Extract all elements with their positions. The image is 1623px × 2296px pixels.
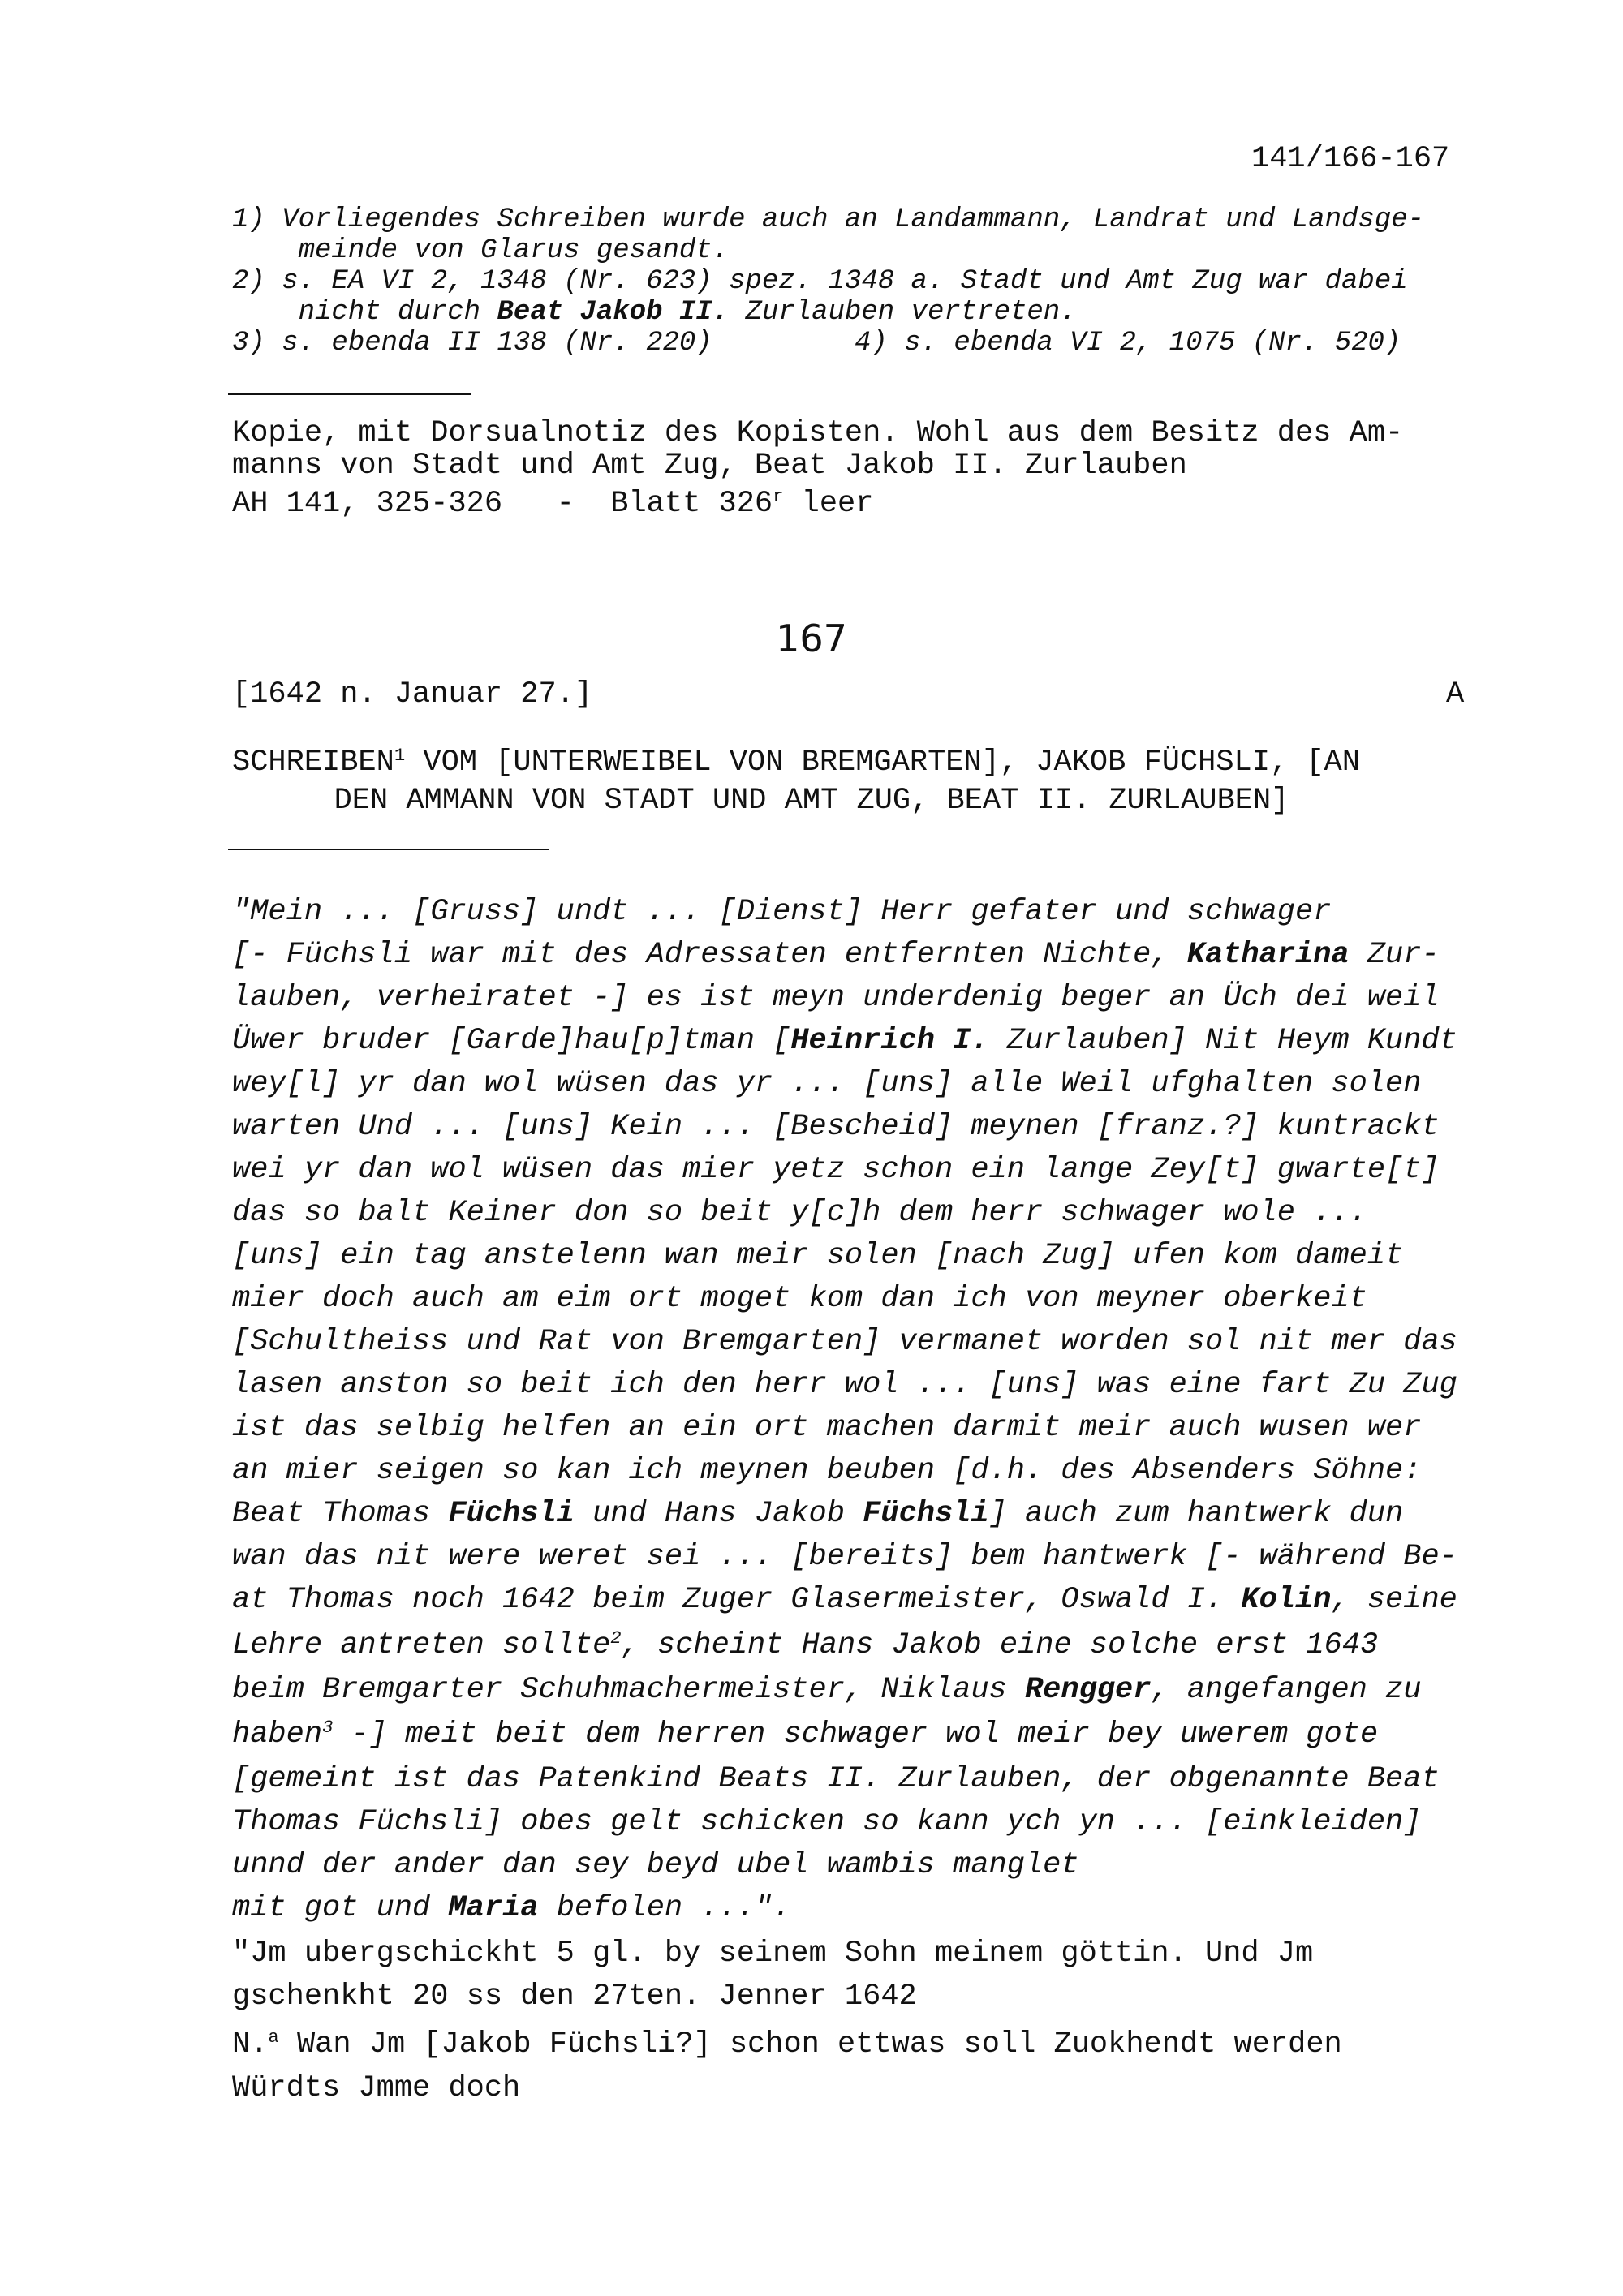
text-line: unnd der ander dan sey beyd ubel wambis manglet (232, 1848, 1079, 1882)
text-span: mit got und (232, 1891, 449, 1925)
note-line: "Jm ubergschickht 5 gl. by seinem Sohn meinem göttin. Und Jm (232, 1937, 1314, 1971)
text-span: , angefangen zu (1151, 1673, 1422, 1707)
provenance-line-2: manns von Stadt und Amt Zug, Beat Jakob II. Zurlauben (232, 449, 1187, 483)
document-title-line-1 (232, 745, 1360, 780)
footnote-2-name: Beat Jakob II. (497, 297, 730, 328)
text-span: Beat Thomas (232, 1497, 449, 1531)
footnote-2-cont (232, 299, 1077, 326)
text-line: Thomas Füchsli] obes gelt schicken so kann ych yn ... [einkleiden] (232, 1805, 1422, 1839)
title-start: SCHREIBEN (232, 746, 394, 780)
text-span: ] auch zum hantwerk dun (988, 1497, 1404, 1531)
footnote-2-text: nicht durch (232, 297, 497, 328)
text-span: befolen ...". (538, 1891, 791, 1925)
provenance-ref: AH 141, 325-326 - Blatt 326 (232, 487, 773, 521)
text-span: -] meit beit dem herren schwager wol meir bey uwerem gote (333, 1718, 1379, 1752)
title-rule (228, 849, 549, 850)
footnote-2-tail: Zurlauben vertreten. (729, 297, 1077, 328)
text-name: Heinrich I. (790, 1024, 989, 1058)
text-name: Füchsli (863, 1497, 989, 1531)
footnote-rule (228, 393, 471, 395)
text-line: "Mein ... [Gruss] undt ... [Dienst] Herr gefater und schwager (232, 895, 1332, 929)
note-line (232, 2027, 1342, 2062)
text-span: Wan Jm [Jakob Füchsli?] schon ettwas soll Zuokhendt werden (278, 2027, 1342, 2062)
text-line: wan das nit were weret sei ... [bereits] bem hantwerk [- während Be- (232, 1540, 1457, 1574)
text-line (232, 1717, 1379, 1752)
text-line: mier doch auch am eim ort moget kom dan ich von meyner oberkeit (232, 1282, 1367, 1316)
text-line: warten Und ... [uns] Kein ... [Bescheid] meynen [franz.?] kuntrackt (232, 1110, 1440, 1144)
text-line (232, 1026, 1457, 1056)
text-span: N. (232, 2027, 269, 2062)
text-name: Kolin (1241, 1583, 1332, 1617)
text-line: [gemeint ist das Patenkind Beats II. Zurlauben, der obgenannte Beat (232, 1762, 1440, 1796)
text-line (232, 1891, 791, 1925)
text-line: [uns] ein tag anstelenn wan meir solen [nach Zug] ufen kom dameit (232, 1239, 1404, 1273)
footnote-2: 2) s. EA VI 2, 1348 (Nr. 623) spez. 1348 a. Stadt und Amt Zug war dabei (232, 266, 1408, 297)
footnote-ref: 2 (610, 1627, 622, 1649)
provenance-sup: r (773, 486, 784, 507)
footnote-1-cont: meinde von Glarus gesandt. (232, 235, 730, 266)
provenance-line-3 (232, 486, 874, 521)
text-span: und Hans Jakob (574, 1497, 863, 1531)
text-span: Üwer bruder [Garde]hau[p]tman [ (232, 1024, 791, 1058)
text-line (232, 1627, 1379, 1662)
text-line: ist das selbig helfen an ein ort machen darmit meir auch wusen wer (232, 1411, 1422, 1445)
document-marker: A (1446, 677, 1465, 712)
text-line: wey[l] yr dan wol wüsen das yr ... [uns] alle Weil ufghalten solen (232, 1067, 1422, 1101)
text-line (232, 1499, 1403, 1529)
text-line (232, 1585, 1457, 1615)
text-line: das so balt Keiner don so beit y[c]h dem herr schwager wole ... (232, 1196, 1367, 1230)
note-line: gschenkht 20 ss den 27ten. Jenner 1642 (232, 1980, 917, 2014)
text-span: haben (232, 1718, 323, 1752)
document-number: 167 (776, 617, 847, 660)
document-date: [1642 n. Januar 27.] (232, 677, 593, 712)
text-span: Zur- (1349, 938, 1440, 972)
text-span: , seine (1331, 1583, 1457, 1617)
note-line: Würdts Jmme doch (232, 2071, 521, 2105)
title-rest: VOM [UNTERWEIBEL VON BREMGARTEN], JAKOB FÜCHSLI, [AN (405, 746, 1360, 780)
text-name: Maria (448, 1891, 539, 1925)
text-line: wei yr dan wol wüsen das mier yetz schon ein lange Zey[t] gwarte[t] (232, 1153, 1440, 1187)
text-line (232, 940, 1440, 970)
provenance-line-1: Kopie, mit Dorsualnotiz des Kopisten. Wohl aus dem Besitz des Am- (232, 416, 1404, 450)
footnote-1: 1) Vorliegendes Schreiben wurde auch an Landammann, Landrat und Landsge- (232, 204, 1425, 235)
text-name: Füchsli (448, 1497, 575, 1531)
note-sup: a (268, 2027, 279, 2048)
footnote-ref: 3 (322, 1717, 334, 1738)
text-span: [- Füchsli war mit des Adressaten entfernten Nichte, (232, 938, 1187, 972)
text-line (232, 1675, 1421, 1705)
text-span: Zurlauben] Nit Heym Kundt (988, 1024, 1457, 1058)
text-span: Lehre antreten sollte (232, 1628, 611, 1662)
title-footnote-ref: 1 (394, 745, 406, 766)
text-span: , scheint Hans Jakob eine solche erst 1643 (621, 1628, 1379, 1662)
footnote-4: 4) s. ebenda VI 2, 1075 (Nr. 520) (855, 328, 1401, 359)
footnote-3: 3) s. ebenda II 138 (Nr. 220) (232, 328, 712, 359)
text-line: lasen anston so beit ich den herr wol ... [uns] was eine fart Zu Zug (232, 1368, 1457, 1402)
text-line: an mier seigen so kan ich meynen beuben [d.h. des Absenders Söhne: (232, 1454, 1422, 1488)
provenance-tail: leer (783, 487, 874, 521)
text-name: Katharina (1186, 938, 1350, 972)
page-number: 141/166-167 (1251, 142, 1450, 176)
text-span: at Thomas noch 1642 beim Zuger Glasermeister, Oswald I. (232, 1583, 1242, 1617)
text-span: beim Bremgarter Schuhmachermeister, Niklaus (232, 1673, 1025, 1707)
text-line: lauben, verheiratet -] es ist meyn underdenig beger an Üch dei weil (232, 981, 1440, 1015)
document-title-line-2: DEN AMMANN VON STADT UND AMT ZUG, BEAT II. ZURLAUBEN] (334, 784, 1289, 818)
text-line: [Schultheiss und Rat von Bremgarten] vermanet worden sol nit mer das (232, 1325, 1457, 1359)
text-name: Rengger (1024, 1673, 1152, 1707)
